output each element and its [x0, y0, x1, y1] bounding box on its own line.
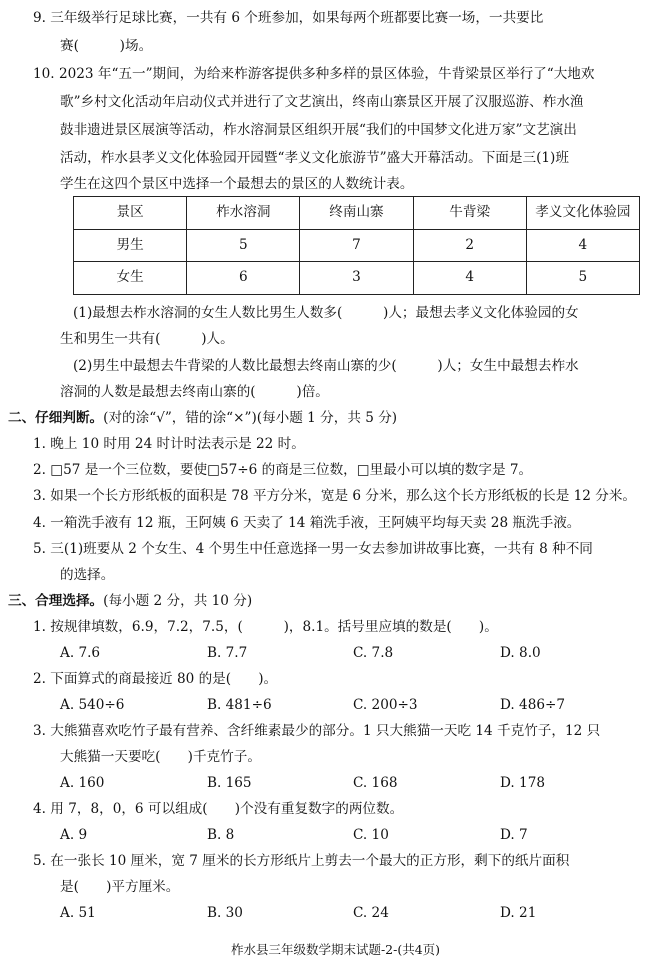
q10-line-1: 10. 2023 年“五一”期间，为给来柞游客提供多种多样的景区体验，牛背梁景区举行了“大地欢: [33, 66, 595, 82]
table-row: [74, 262, 640, 295]
choice-q4-option-a[interactable]: A. 9: [60, 827, 88, 843]
table-cell: 2: [413, 229, 526, 262]
choice-q4-option-b[interactable]: B. 8: [207, 827, 235, 843]
section-2-note: (对的涂“√”，错的涂“×”)(每小题 1 分，共 5 分): [103, 410, 398, 426]
q10-sub1-line-1: (1)最想去柞水溶洞的女生人数比男生人数多( )人；最想去孝义文化体验园的女: [73, 305, 579, 321]
table-cell: 女生: [74, 262, 187, 295]
judge-item-1: 1. 晚上 10 时用 24 时计时法表示是 22 时。: [33, 436, 305, 452]
judge-item-5: 5. 三(1)班要从 2 个女生、4 个男生中任意选择一男一女去参加讲故事比赛，一共有 8 种不同: [33, 541, 593, 557]
choice-q5-option-b[interactable]: B. 30: [207, 905, 243, 921]
choice-q5-option-c[interactable]: C. 24: [353, 905, 389, 921]
judge-item-3: 3. 如果一个长方形纸板的面积是 78 平方分米，宽是 6 分米，那么这个长方形纸板的长是 12 分米。: [33, 488, 637, 504]
section-3-title: 三、合理选择。: [8, 593, 104, 609]
q10-sub1-line-2: 生和男生一共有( )人。: [60, 331, 234, 347]
choice-q3-option-c[interactable]: C. 168: [353, 775, 398, 791]
choice-q5-option-d[interactable]: D. 21: [500, 905, 537, 921]
table-cell: 3: [300, 262, 413, 295]
table-header-cell: 终南山寨: [300, 197, 413, 230]
section-2-title: 二、仔细判断。: [8, 410, 104, 426]
choice-q3-option-d[interactable]: D. 178: [500, 775, 546, 791]
choice-q1-option-d[interactable]: D. 8.0: [500, 645, 541, 661]
q10-line-3: 鼓非遗进景区展演等活动，柞水溶洞景区组织开展“我们的中国梦文化进万家”文艺演出: [60, 122, 577, 138]
table-cell: 5: [526, 262, 639, 295]
table-cell: 7: [300, 229, 413, 262]
choice-q2-option-a[interactable]: A. 540÷6: [60, 697, 125, 713]
choice-q3-stem-line-1: 3. 大熊猫喜欢吃竹子最有营养、含纤维素最少的部分。1 只大熊猫一天吃 14 千克竹子，12 只: [33, 723, 601, 739]
preference-table: [73, 196, 640, 295]
choice-q2-option-d[interactable]: D. 486÷7: [500, 697, 566, 713]
choice-q1-option-c[interactable]: C. 7.8: [353, 645, 394, 661]
judge-item-5-line-2: 的选择。: [60, 567, 115, 583]
choice-q3-stem-line-2: 大熊猫一天要吃( )千克竹子。: [60, 749, 261, 765]
table-cell: 男生: [74, 229, 187, 262]
judge-item-4: 4. 一箱洗手液有 12 瓶，王阿姨 6 天卖了 14 箱洗手液，王阿姨平均每天卖 28 瓶洗手液。: [33, 515, 581, 531]
page-footer: 柞水县三年级数学期末试题-2-(共4页): [230, 942, 441, 957]
choice-q3-option-a[interactable]: A. 160: [60, 775, 105, 791]
table-header-cell: 柞水溶洞: [187, 197, 300, 230]
section-3-heading: [8, 595, 252, 609]
choice-q4-option-d[interactable]: D. 7: [500, 827, 528, 843]
choice-q4-option-c[interactable]: C. 10: [353, 827, 389, 843]
table-cell: 4: [526, 229, 639, 262]
table-cell: 6: [187, 262, 300, 295]
choice-q5-option-a[interactable]: A. 51: [60, 905, 96, 921]
table-cell: 4: [413, 262, 526, 295]
q9-line-1: 9. 三年级举行足球比赛，一共有 6 个班参加，如果每两个班都要比赛一场，一共要比: [33, 10, 544, 26]
judge-item-2: 2. □57 是一个三位数，要使□57÷6 的商是三位数，□里最小可以填的数字是 7。: [33, 462, 533, 478]
table-header-row: [74, 197, 640, 230]
q10-line-4: 活动，柞水县孝义文化体验园开园暨“孝义文化旅游节”盛大开幕活动。下面是三(1)班: [60, 150, 569, 166]
table-header-cell: 景区: [74, 197, 187, 230]
choice-q1-stem: 1. 按规律填数，6.9，7.2，7.5，( )，8.1。括号里应填的数是( )。: [33, 619, 498, 635]
choice-q3-option-b[interactable]: B. 165: [207, 775, 252, 791]
choice-q1-option-a[interactable]: A. 7.6: [60, 645, 101, 661]
table-row: [74, 229, 640, 262]
q10-line-5: 学生在这四个景区中选择一个最想去的景区的人数统计表。: [60, 176, 414, 192]
choice-q2-option-c[interactable]: C. 200÷3: [353, 697, 418, 713]
choice-q2-option-b[interactable]: B. 481÷6: [207, 697, 272, 713]
section-3-note: (每小题 2 分，共 10 分): [103, 593, 253, 609]
q9-line-2: 赛( )场。: [60, 38, 153, 54]
choice-q5-stem-line-1: 5. 在一张长 10 厘米，宽 7 厘米的长方形纸片上剪去一个最大的正方形，剩下的纸片面积: [33, 853, 570, 869]
choice-q2-stem: 2. 下面算式的商最接近 80 的是( )。: [33, 671, 278, 687]
choice-q1-option-b[interactable]: B. 7.7: [207, 645, 248, 661]
table-cell: 5: [187, 229, 300, 262]
choice-q4-stem: 4. 用 7，8，0，6 可以组成( )个没有重复数字的两位数。: [33, 801, 404, 817]
q10-sub2-line-2: 溶洞的人数是最想去终南山寨的( )倍。: [60, 384, 329, 400]
table-header-cell: 孝义文化体验园: [526, 197, 639, 230]
q10-line-2: 歌”乡村文化活动年启动仪式并进行了文艺演出，终南山寨景区开展了汉服巡游、柞水渔: [60, 94, 584, 110]
table-header-cell: 牛背梁: [413, 197, 526, 230]
q10-sub2-line-1: (2)男生中最想去牛背梁的人数比最想去终南山寨的少( )人；女生中最想去柞水: [73, 358, 579, 374]
section-2-heading: [8, 412, 397, 426]
choice-q5-stem-line-2: 是( )平方厘米。: [60, 879, 180, 895]
